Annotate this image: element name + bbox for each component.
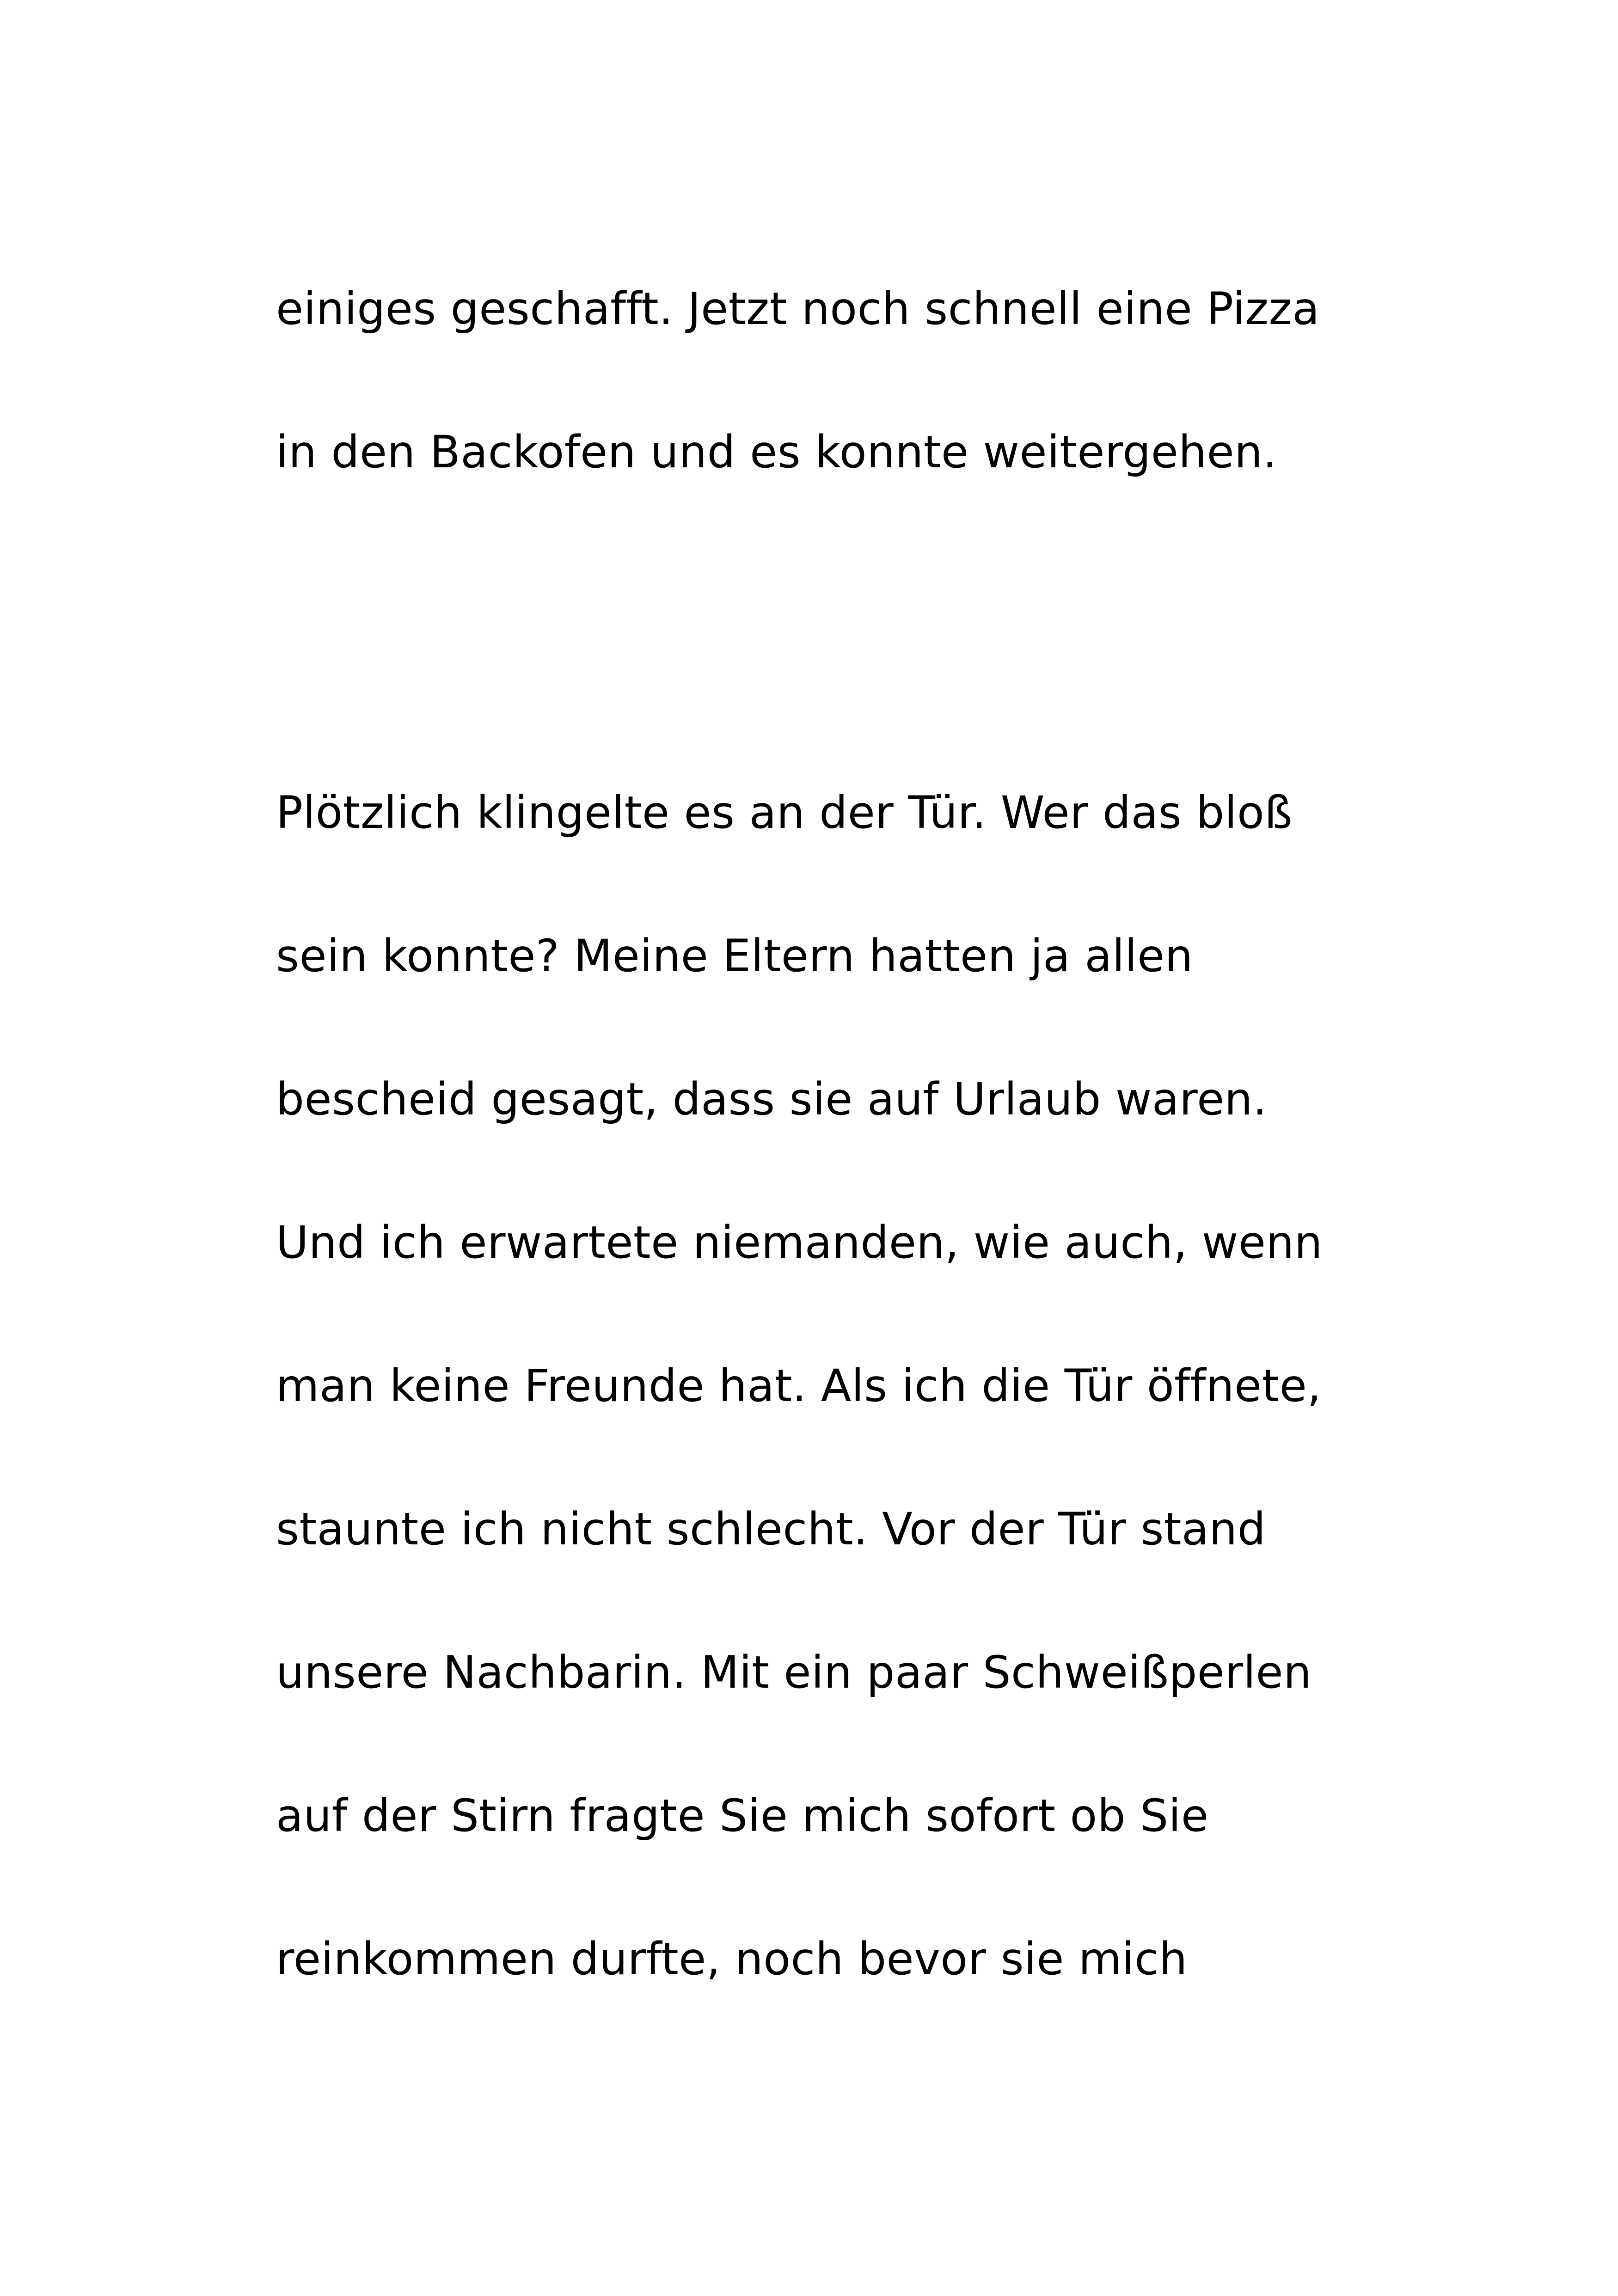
text-line: bescheid gesagt, dass sie auf Urlaub waren.	[276, 1073, 1267, 1125]
text-line: man keine Freunde hat. Als ich die Tür öffnete,	[276, 1360, 1322, 1412]
text-line: auf der Stirn fragte Sie mich sofort ob Sie	[276, 1790, 1209, 1842]
text-line: unsere Nachbarin. Mit ein paar Schweißperlen	[276, 1647, 1312, 1698]
text-line: reinkommen durfte, noch bevor sie mich	[276, 1933, 1188, 1985]
text-line: Und ich erwartete niemanden, wie auch, wenn	[276, 1217, 1323, 1268]
text-line: in den Backofen und es konnte weitergehen.	[276, 426, 1277, 478]
text-line: Plötzlich klingelte es an der Tür. Wer das bloß	[276, 787, 1293, 839]
text-line: sein konnte? Meine Eltern hatten ja allen	[276, 930, 1193, 982]
text-line: einiges geschafft. Jetzt noch schnell eine Pizza	[276, 283, 1320, 335]
text-line: staunte ich nicht schlecht. Vor der Tür stand	[276, 1503, 1266, 1555]
